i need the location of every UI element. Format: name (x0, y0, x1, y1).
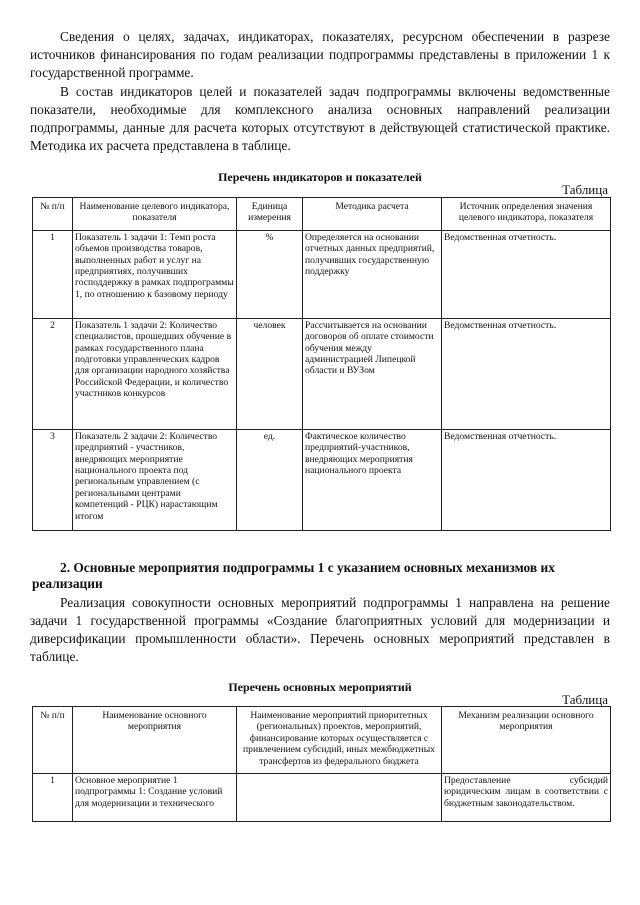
table2-caption: Перечень основных мероприятий (228, 680, 412, 694)
header-projects: Наименование мероприятий приоритетных (региональных) проектов, мероприятий, финансирование которых осуществляется с привлечением субсидий, иных межбюджетных трансфертов из федерального бюджета (237, 707, 442, 774)
table-header-row (33, 707, 611, 774)
header-source: Источник определения значения целевого индикатора, показателя (442, 198, 611, 231)
header-num: № п/п (33, 707, 73, 774)
table-row (33, 230, 611, 318)
row-source: Ведомственная отчетность. (442, 318, 611, 429)
row-projects (237, 774, 442, 822)
intro-paragraph-2: В состав индикаторов целей и показателей задач подпрограммы включены ведомственные показатели, необходимые для комплексного анализа основных направлений реализации подпрограммы, данные для расчета которых отсутствуют в действующей статистической практике. Методика их расчета представлена в таблице. (30, 84, 610, 153)
indicators-table (32, 197, 611, 531)
header-mechanism: Механизм реализации основного мероприятия (442, 707, 611, 774)
table-row (33, 318, 611, 429)
header-num: № п/п (33, 198, 73, 231)
table-row (33, 429, 611, 530)
row-num: 1 (33, 230, 73, 318)
row-unit: % (237, 230, 303, 318)
section2-heading: 2. Основные мероприятия подпрограммы 1 с указанием основных механизмов их реализации (32, 560, 555, 591)
header-unit: Единица измерения (237, 198, 303, 231)
row-unit: ед. (237, 429, 303, 530)
section2-paragraph: Реализация совокупности основных мероприятий подпрограммы 1 направлена на решение задачи 1 государственной программы «Создание благоприятных условий для модернизации и диверсификации промышленности области». Перечень основных мероприятий представлен в таблице. (30, 595, 610, 664)
row-num: 3 (33, 429, 73, 530)
row-method: Фактическое количество предприятий-участников, внедряющих мероприятия национального проекта (303, 429, 442, 530)
table2-label: Таблица (562, 692, 608, 707)
row-name: Показатель 1 задачи 1: Темп роста объемов производства товаров, выполненных работ и услуг на предприятиях, получивших господдержку в рамках подпрограммы 1, по отношению к базовому периоду (73, 230, 237, 318)
header-name: Наименование целевого индикатора, показателя (73, 198, 237, 231)
measures-table (32, 706, 611, 822)
row-source: Ведомственная отчетность. (442, 230, 611, 318)
table-header-row (33, 198, 611, 231)
row-source: Ведомственная отчетность. (442, 429, 611, 530)
row-unit: человек (237, 318, 303, 429)
table-row (33, 774, 611, 822)
row-name: Показатель 2 задачи 2: Количество предприятий - участников, внедряющих мероприятие национального проекта под региональным управлением (с региональными центрами компетенций - РЦК) нарастающим итогом (73, 429, 237, 530)
row-method: Определяется на основании отчетных данных предприятий, получивших государственную поддержку (303, 230, 442, 318)
row-num: 2 (33, 318, 73, 429)
row-mechanism: Предоставление субсидий юридическим лицам в соответствии с бюджетным законодательством. (442, 774, 611, 822)
table1-caption: Перечень индикаторов и показателей (218, 170, 422, 184)
row-name: Показатель 1 задачи 2: Количество специалистов, прошедших обучение в рамках государственного плана подготовки управленческих кадров для организации народного хозяйства Российской Федерации, и количество участников конкурсов (73, 318, 237, 429)
row-method: Рассчитывается на основании договоров об оплате стоимости обучения между администрацией Липецкой области и ВУЗом (303, 318, 442, 429)
intro-paragraph-1: Сведения о целях, задачах, индикаторах, показателях, ресурсном обеспечении в разрезе источников финансирования по годам реализации подпрограммы представлены в приложении 1 к государственной программе. (30, 29, 610, 80)
header-method: Методика расчета (303, 198, 442, 231)
row-num: 1 (33, 774, 73, 822)
header-name: Наименование основного мероприятия (73, 707, 237, 774)
row-name: Основное мероприятие 1 подпрограммы 1: Создание условий для модернизации и технического (73, 774, 237, 822)
table1-label: Таблица (562, 182, 608, 197)
